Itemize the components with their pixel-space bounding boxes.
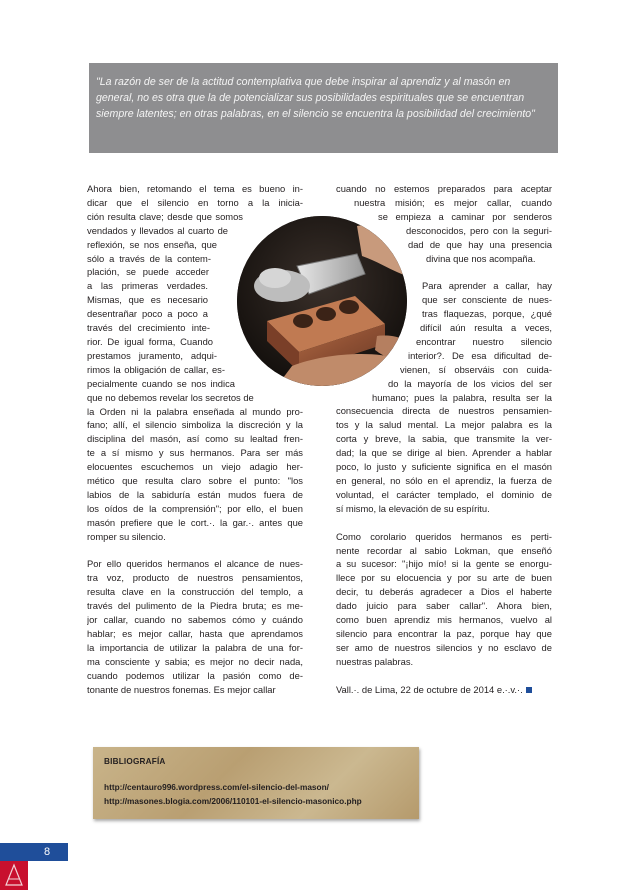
text-line: disciplina del masón, así como su lealtad fren-	[87, 433, 303, 445]
text-line: en general, no sólo en el aprendiz, la fuerza de	[336, 475, 552, 487]
pull-quote-text: "La razón de ser de la actitud contemplativa que debe inspirar al aprendiz y al masón en general, no es otra que la de potencializar sus posibilidades espirituales que se encuentran siempre latentes; en otras palabras, en el silencio se encuentra la posibilidad del crecimiento"	[96, 76, 535, 120]
bibliography-link-1[interactable]: http://centauro996.wordpress.com/el-silencio-del-mason/	[104, 782, 329, 792]
text-line: dicar que el silencio en torno a la inicia-	[87, 196, 303, 208]
text-line: sólo a través de la contem-	[87, 252, 211, 264]
text-line: humano; pues la palabra, resulta ser la	[372, 391, 552, 403]
text-line: tras flaquezas, porque, ¿qué	[422, 308, 552, 320]
text-line: se empieza a caminar por senderos	[378, 210, 552, 222]
text-line: interior?. De esa dificultad de-	[408, 349, 552, 361]
paragraph-gap	[336, 669, 552, 683]
text-line: elocuentes escuchemos un viejo adagio her-	[87, 461, 303, 473]
signoff	[336, 683, 552, 697]
text-line: dado juicio para saber callar". Ahora bien,	[336, 600, 552, 612]
bibliography-link-2[interactable]: http://masones.blogia.com/2006/110101-el-silencio-masonico.php	[104, 796, 362, 806]
text-line: ma consciente y sabia; es mejor no decir nada,	[87, 655, 303, 667]
text-line: jor callar, cuando no sabemos cómo y cuándo	[87, 614, 303, 626]
text-line: fano; allí, el silencio simboliza la discreción y la	[87, 419, 303, 431]
text-line: hablar; es mejor callar, hasta que aprendamos	[87, 627, 303, 639]
text-line: través del pulimento de la Piedra bruta; es me-	[87, 600, 303, 612]
text-line: labios de la sabiduría están mudos fuera de	[87, 488, 303, 500]
text-line: decir, tu deberás agradecer a Dios el haberte	[336, 586, 552, 598]
text-line: vienen, sí observáis con cuida-	[400, 363, 552, 375]
text-line: Para aprender a callar, hay	[422, 280, 552, 292]
bibliography-title: BIBLIOGRAFÍA	[104, 757, 166, 766]
text-line: vendados y llevados al cuarto de	[87, 224, 228, 236]
lodge-logo	[0, 861, 28, 890]
text-line: sí mismo, la elevación de su espíritu.	[336, 502, 490, 514]
text-line: Ahora bien, retomando el tema es bueno in-	[87, 183, 303, 194]
text-line: plación, se puede acceder	[87, 266, 209, 278]
lodge-logo-icon	[0, 861, 28, 890]
signoff-text: Vall.·. de Lima, 22 de octubre de 2014 e.·.v.·.	[336, 683, 523, 695]
text-line: Mismas, que es necesario	[87, 294, 208, 306]
paragraph-gap	[87, 544, 303, 558]
text-line: desconocidos, pero con la seguri-	[406, 224, 552, 236]
paragraph-gap	[336, 516, 552, 530]
text-line: pecialmente cuando se nos indica	[87, 377, 235, 389]
text-line: nuestra misión; es mejor callar, cuando	[354, 196, 552, 208]
page-number-tab	[0, 843, 68, 861]
text-line: los oídos de la comprensión"; por ello, el buen	[87, 502, 303, 514]
trowel-and-brick-image	[237, 216, 407, 386]
text-line: nuestras palabras.	[336, 655, 414, 667]
text-line: Como corolario queridos hermanos es perti-	[336, 530, 552, 542]
text-line: consecuencia directa de nuestros pensamien-	[336, 405, 552, 417]
text-line: romper su silencio.	[87, 530, 166, 542]
text-line: nente recordar al sabio Lokman, que enseñó	[336, 544, 552, 556]
trowel-and-brick-illustration	[237, 216, 407, 386]
text-line: Por ello queridos hermanos el alcance de nues-	[87, 558, 303, 570]
text-line: difícil aún resulta a veces,	[420, 322, 552, 334]
text-line: rimos la obligación de callar, es-	[87, 363, 225, 375]
text-line: ción resulta clave; desde que somos	[87, 210, 243, 222]
text-line: tra voz, producto de nuestros pensamientos,	[87, 572, 303, 584]
text-line: llece por su elocuencia y por su arte de buen	[336, 572, 552, 584]
text-line: la importancia de utilizar la palabra de una for-	[87, 641, 303, 653]
text-line: dad; la que se dirige al bien. Aprender a hablar	[336, 447, 552, 459]
text-line: a las primeras verdades.	[87, 280, 208, 292]
text-line: través del crecimiento inte-	[87, 322, 210, 334]
text-line: do la mayoría de los vicios del ser	[388, 377, 552, 389]
text-line: la Orden ni la palabra enseñada al mundo pro-	[87, 405, 303, 417]
text-line: que ser consciente de nues-	[422, 294, 552, 306]
text-line: tonante de nuestros fonemas. Es mejor callar	[87, 683, 276, 695]
text-line: desentrañar poco a poco a	[87, 308, 208, 320]
text-line: voluntad, el carácter templado, el dominio de	[336, 488, 552, 500]
text-line: a su sucesor: "¡hijo mío! si la gente se enorgu-	[336, 558, 552, 570]
text-line: cuando no estemos preparados para aceptar	[336, 183, 552, 194]
text-line: encontrar nuestro silencio	[416, 335, 552, 347]
text-line: corta y breve, la sabia, que transmite la ver-	[336, 433, 552, 445]
text-line: rior. De igual forma, Cuando	[87, 335, 213, 347]
text-line: resulta clave en la construcción del templo, a	[87, 586, 303, 598]
text-line: silencio para encontrar la paz, porque hay que	[336, 627, 552, 639]
text-line: prestamos juramento, adqui-	[87, 349, 217, 361]
text-line: que no debemos revelar los secretos de	[87, 391, 254, 403]
text-line: masón prefiere que le cort.·. la gar.·. antes que	[87, 516, 303, 528]
text-line: cuando podemos utilizar la pasión como de-	[87, 669, 303, 681]
text-line: dad de que hay una presencia	[408, 238, 552, 250]
text-line: poco, lo justo y suficiente significa en el masón	[336, 461, 552, 473]
text-line: mético que resulta claro sobre el punto: "los	[87, 475, 303, 487]
text-line: tos y la salud mental. La mejor palabra es la	[336, 419, 552, 431]
end-of-article-square-icon	[526, 687, 532, 693]
text-line: te a sí mismo y sus hermanos. Para ser más	[87, 447, 303, 459]
text-line: reflexión, se nos enseña, que	[87, 238, 217, 250]
text-line: ser amo de nuestros silencios y no esclavo de	[336, 641, 552, 653]
text-line: como buen aprendiz mis hermanos, vuelvo al	[336, 614, 552, 626]
page-number: 8	[44, 846, 51, 858]
text-line: divina que nos acompaña.	[426, 252, 536, 264]
